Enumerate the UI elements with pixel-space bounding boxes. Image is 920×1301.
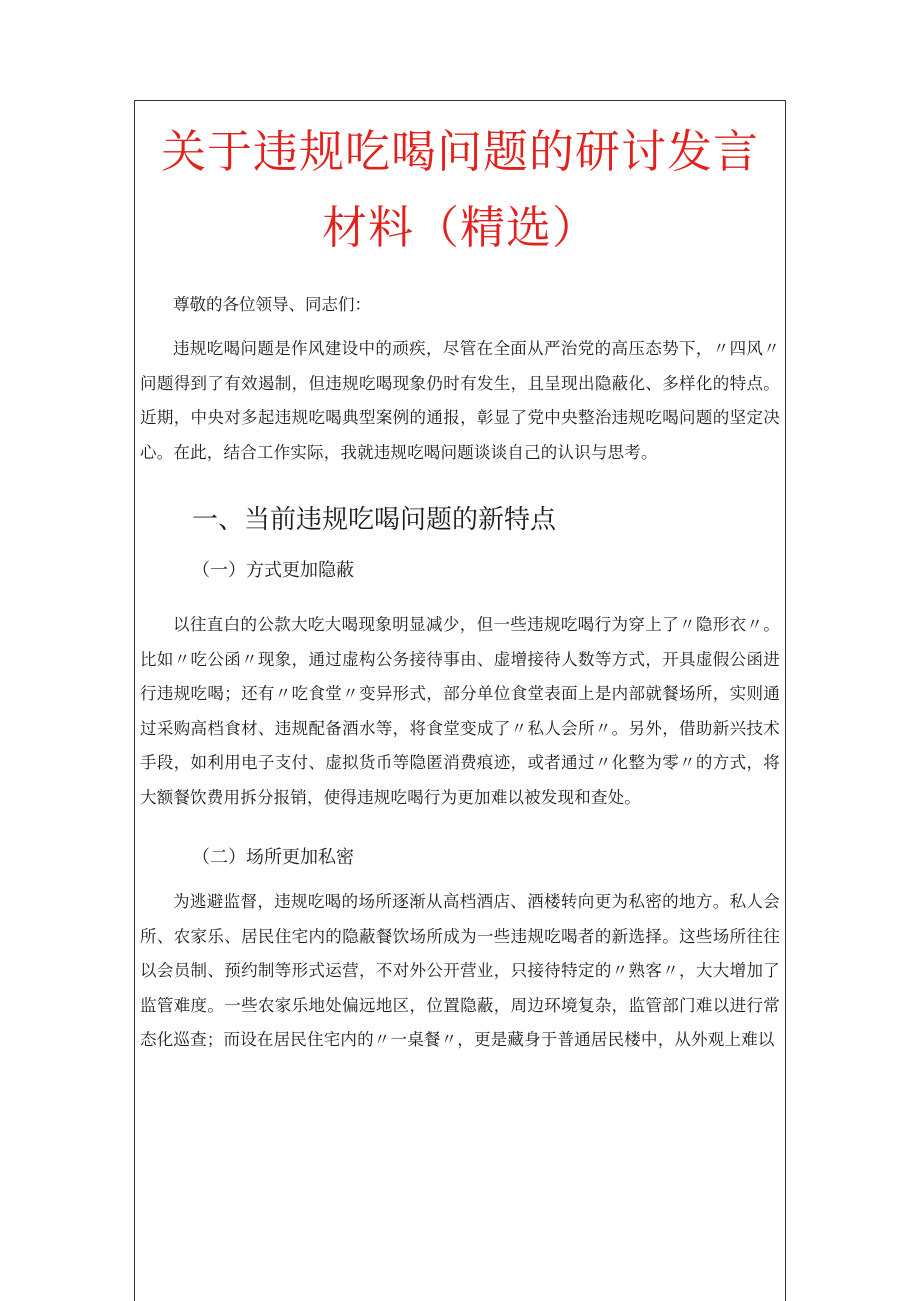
document-body [136,104,784,1058]
document-title: 关于违规吃喝问题的研讨发言材料（精选） [160,125,759,254]
subsection-paragraph-1: 以往直白的公款大吃大喝现象明显减少，但一些违规吃喝行为穿上了〃隐形衣〃。比如〃吃公函〃现象，通过虚构公务接待事由、虚增接待人数等方式，开具虚假公函进行违规吃喝；还有〃吃食堂〃变异形式，部分单位食堂表面上是内部就餐场所，实则通过采购高档食材、违规配备酒水等，将食堂变成了〃私人会所〃。另外，借助新兴技术手段，如利用电子支付、虚拟货币等隐匿消费痕迹，或者通过〃化整为零〃的方式，将大额餐饮费用拆分报销，使得违规吃喝行为更加难以被发现和查处。 [140,615,780,807]
subsection-heading-1: （一）方式更加隐蔽 [192,560,354,581]
subsection-paragraph-2: 为逃避监督，违规吃喝的场所逐渐从高档酒店、酒楼转向更为私密的地方。私人会所、农家乐、居民住宅内的隐蔽餐饮场所成为一些违规吃喝者的新选择。这些场所往往以会员制、预约制等形式运营，不对外公开营业，只接待特定的〃熟客〃，大大增加了监管难度。一些农家乐地处偏远地区，位置隐蔽，周边环境复杂，监管部门难以进行常态化巡查；而设在居民住宅内的〃一桌餐〃，更是藏身于普通居民楼中，从外观上难以 [140,892,780,1049]
intro-paragraph: 违规吃喝问题是作风建设中的顽疾，尽管在全面从严治党的高压态势下，〃四风〃问题得到了有效遏制，但违规吃喝现象仍时有发生，且呈现出隐蔽化、多样化的特点。近期，中央对多起违规吃喝典型案例的通报，彰显了党中央整治违规吃喝问题的坚定决心。在此，结合工作实际，我就违规吃喝问题谈谈自己的认识与思考。 [140,339,780,462]
subsection-heading-2: （二）场所更加私密 [192,847,354,868]
salutation: 尊敬的各位领导、同志们： [173,295,371,314]
section-heading-1: 一、当前违规吃喝问题的新特点 [192,505,557,535]
